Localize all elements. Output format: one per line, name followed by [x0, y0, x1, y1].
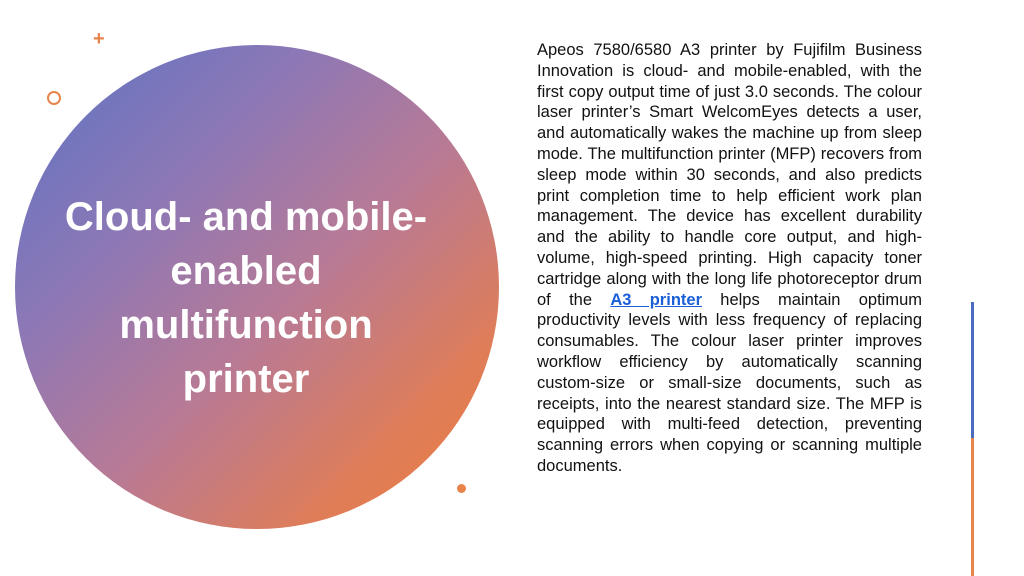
accent-line-blue [971, 302, 974, 438]
body-text-before-link: Apeos 7580/6580 A3 printer by Fujifilm Business Innovation is cloud- and mobile-enabled, with the first copy output time of just 3.0 seconds. The colour laser printer’s Smart WelcomEyes detects a user, and automatically wakes the machine up from sleep mode. The multifunction printer (MFP) recovers from sleep mode within 30 seconds, and also predicts print completion time to help efficient work plan management. The device has excellent durability and the ability to handle core output, and high-volume, high-speed printing. High capacity toner cartridge along with the long life photoreceptor drum of the [537, 41, 922, 309]
slide-title: Cloud- and mobile-enabled multifunction printer [64, 195, 428, 401]
ring-decoration-icon [47, 91, 61, 105]
body-paragraph [537, 40, 922, 477]
accent-line-orange [971, 438, 974, 576]
a3-printer-link[interactable]: A3 printer [610, 290, 702, 309]
plus-decoration-icon: + [93, 28, 105, 50]
body-text-after-link: helps maintain optimum productivity levels with less frequency of replacing consumables. The colour laser printer improves workflow efficiency by automatically scanning custom-size or small-size documents, such as receipts, into the nearest standard size. The MFP is equipped with multi-feed detection, preventing scanning errors when copying or scanning multiple documents. [537, 290, 922, 475]
dot-decoration-icon [457, 484, 466, 493]
